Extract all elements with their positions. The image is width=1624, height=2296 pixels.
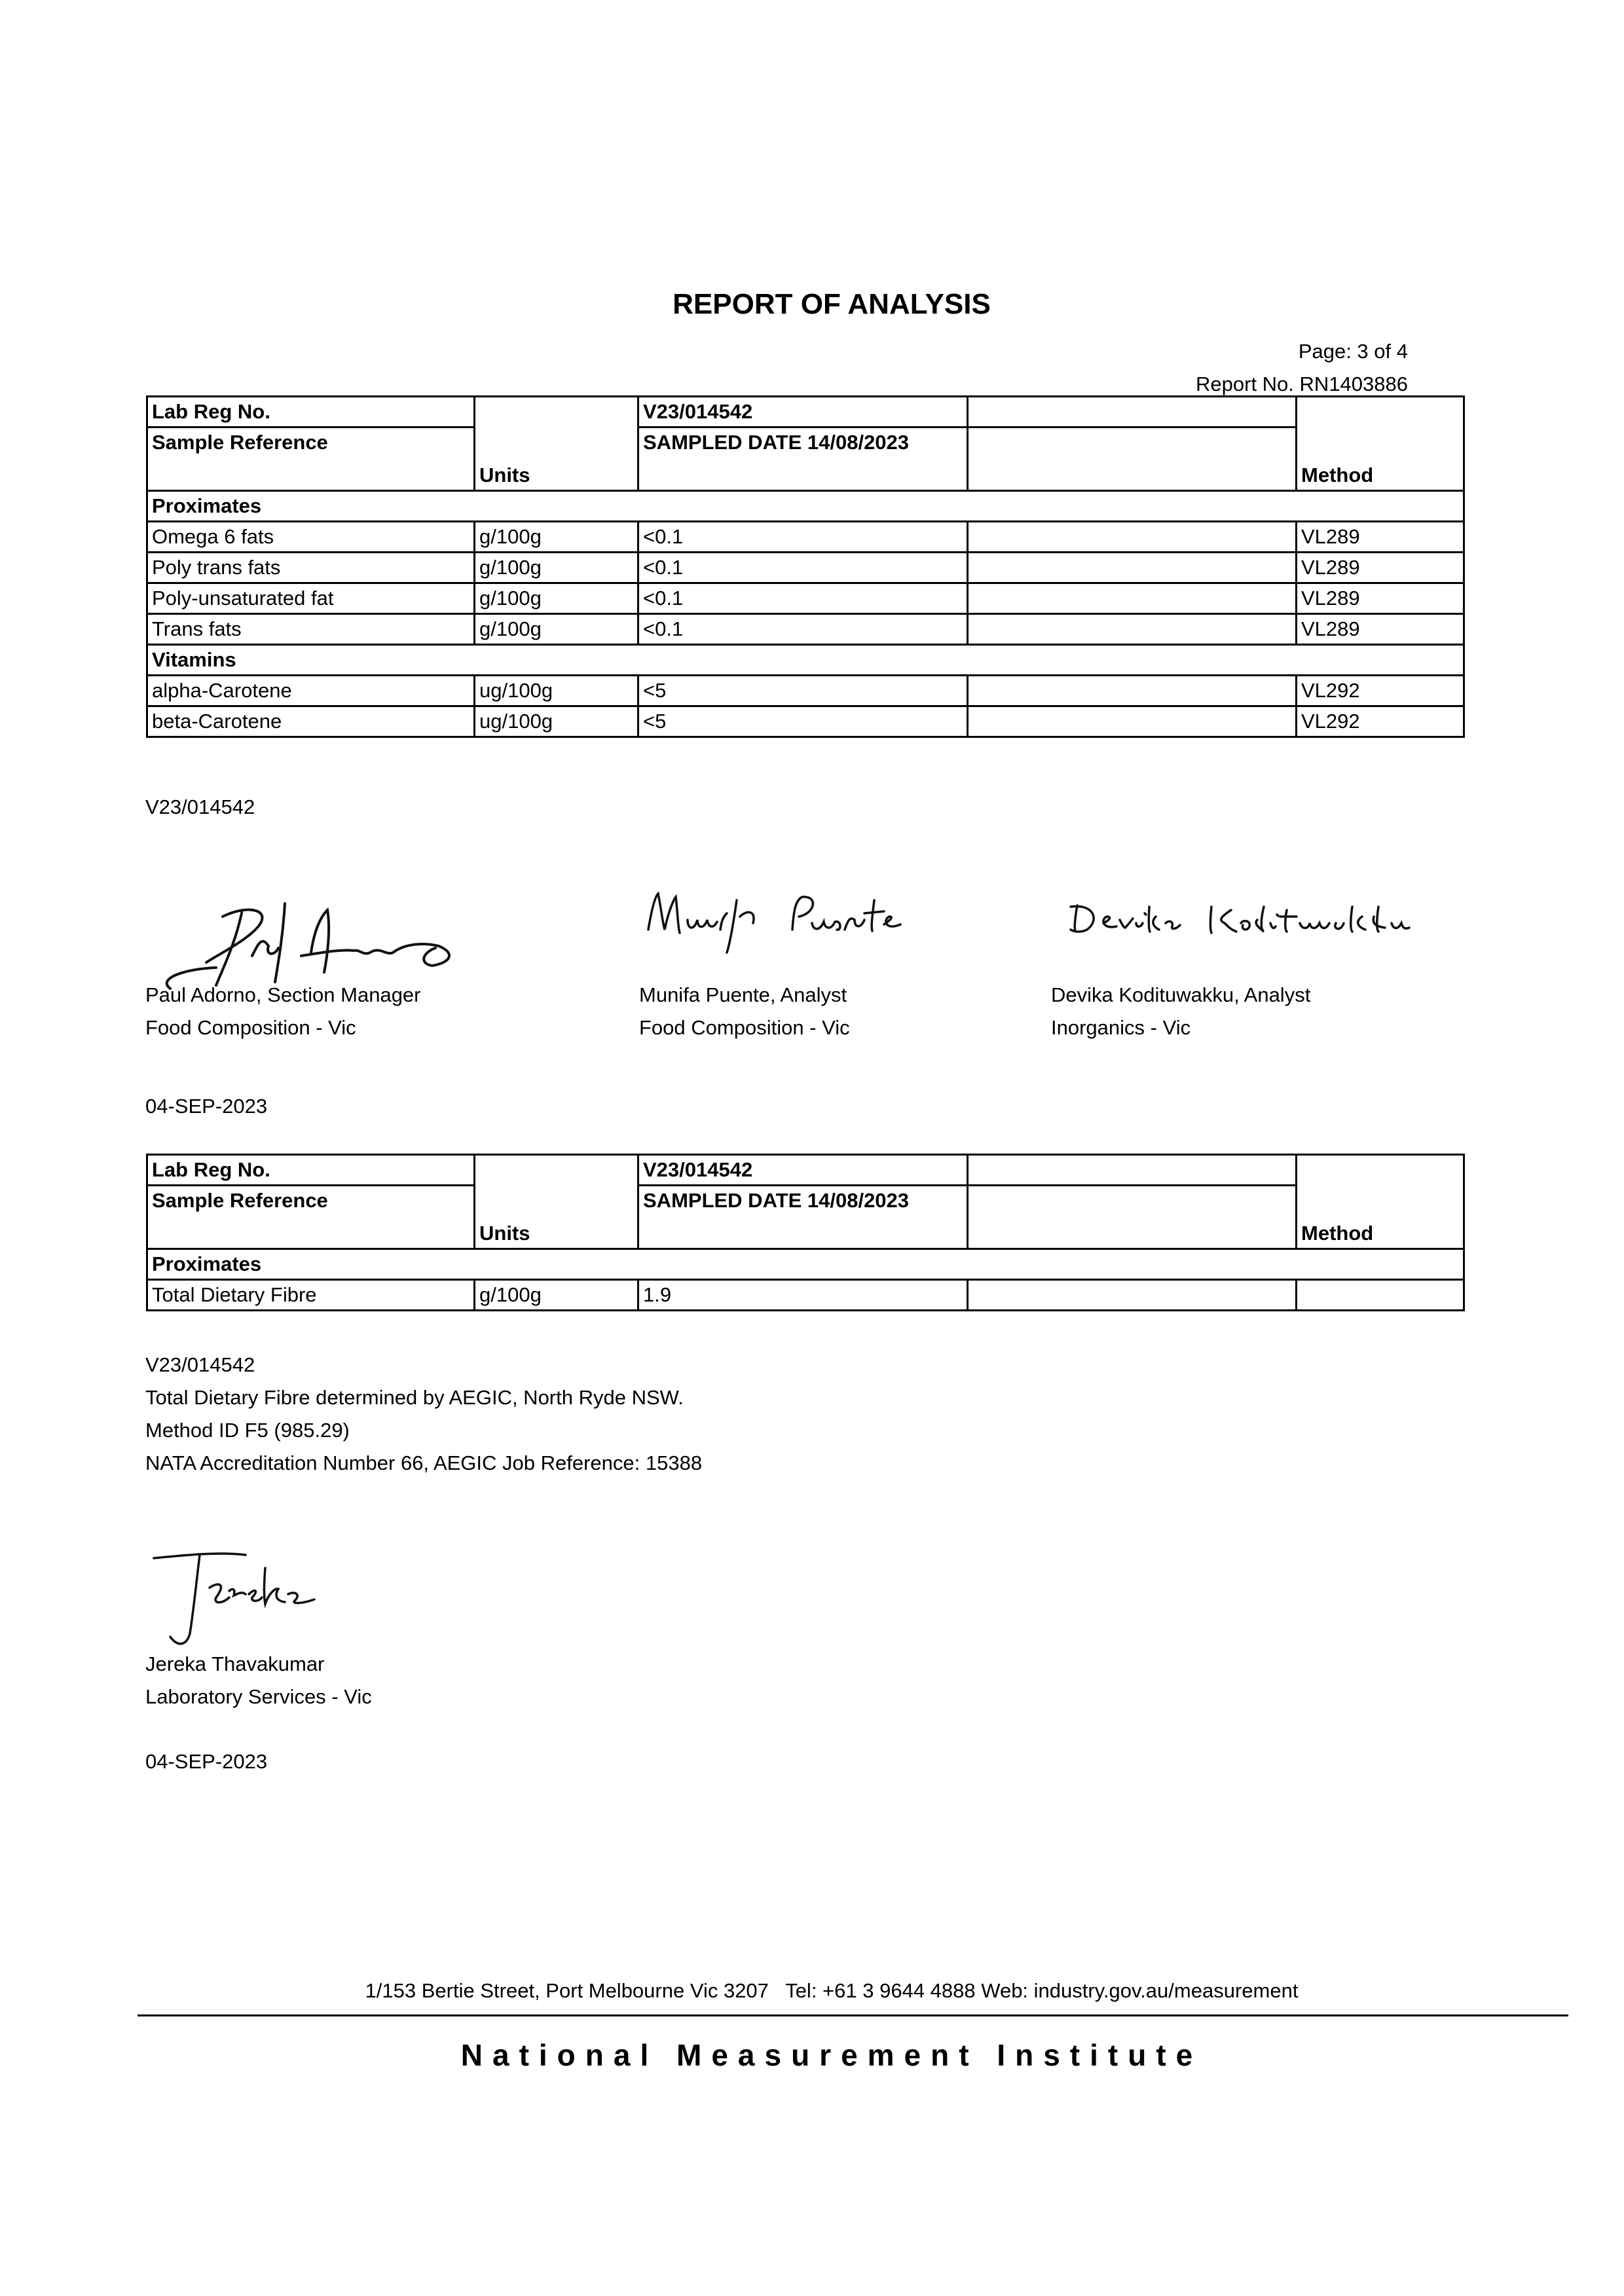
sample-reference-label: Sample Reference <box>147 1186 475 1249</box>
empty-cell <box>968 428 1297 491</box>
signatory-devika-kodituwakku <box>1051 979 1310 1044</box>
section-label: Vitamins <box>147 645 1464 676</box>
units-header: Units <box>475 1155 638 1249</box>
method-cell: VL289 <box>1297 553 1464 583</box>
signatory-department: Inorganics - Vic <box>1051 1016 1191 1039</box>
units-header: Units <box>475 397 638 491</box>
signatory-munifa-puente <box>639 979 850 1044</box>
section-label: Proximates <box>147 1249 1464 1280</box>
empty-cell <box>968 1186 1297 1249</box>
section-row <box>147 645 1464 676</box>
section-row <box>147 1249 1464 1280</box>
method-header: Method <box>1297 397 1464 491</box>
signatory-name: Paul Adorno, Section Manager <box>145 983 421 1006</box>
value-cell: <0.1 <box>638 553 968 583</box>
value-cell: <5 <box>638 706 968 737</box>
signatory-name: Munifa Puente, Analyst <box>639 983 847 1006</box>
analyte-cell: alpha-Carotene <box>147 676 475 706</box>
lab-reg-value: V23/014542 <box>638 397 968 428</box>
note-line: Total Dietary Fibre determined by AEGIC, North Ryde NSW. <box>145 1386 684 1409</box>
units-cell: ug/100g <box>475 676 638 706</box>
value-cell: <5 <box>638 676 968 706</box>
table-row <box>147 522 1464 553</box>
method-cell: VL292 <box>1297 706 1464 737</box>
empty-cell <box>968 583 1297 614</box>
analyte-cell: Total Dietary Fibre <box>147 1280 475 1311</box>
signature-munifa-puente <box>642 884 923 956</box>
table-row <box>147 676 1464 706</box>
units-cell: ug/100g <box>475 706 638 737</box>
value-cell: <0.1 <box>638 522 968 553</box>
value-cell: <0.1 <box>638 583 968 614</box>
signatory-department: Food Composition - Vic <box>639 1016 850 1039</box>
units-cell: g/100g <box>475 553 638 583</box>
method-cell: VL289 <box>1297 522 1464 553</box>
sample-reference-label: Sample Reference <box>147 428 475 491</box>
note-line: Method ID F5 (985.29) <box>145 1419 350 1442</box>
report-date: 04-SEP-2023 <box>145 1095 268 1118</box>
units-cell: g/100g <box>475 522 638 553</box>
table-row <box>147 553 1464 583</box>
analyte-cell: Poly-unsaturated fat <box>147 583 475 614</box>
section-label: Proximates <box>147 491 1464 522</box>
signature-devika-kodituwakku <box>1061 894 1414 953</box>
empty-cell <box>968 1280 1297 1311</box>
table-row <box>147 614 1464 645</box>
report-date: 04-SEP-2023 <box>145 1750 268 1773</box>
footer-institute-name: National Measurement Institute <box>460 2038 1203 2072</box>
empty-cell <box>968 614 1297 645</box>
fibre-notes <box>145 1349 702 1480</box>
units-cell: g/100g <box>475 1280 638 1311</box>
units-cell: g/100g <box>475 583 638 614</box>
method-header: Method <box>1297 1155 1464 1249</box>
analyte-cell: Omega 6 fats <box>147 522 475 553</box>
empty-cell <box>968 553 1297 583</box>
empty-cell <box>968 676 1297 706</box>
method-cell <box>1297 1280 1464 1311</box>
page-info <box>1196 335 1408 401</box>
results-table-2 <box>146 1154 1465 1311</box>
signature-jereka <box>147 1542 331 1653</box>
analyte-cell: Trans fats <box>147 614 475 645</box>
method-cell: VL289 <box>1297 614 1464 645</box>
results-table-1 <box>146 395 1465 738</box>
empty-cell <box>968 397 1297 428</box>
analyte-cell: beta-Carotene <box>147 706 475 737</box>
footer-address: 1/153 Bertie Street, Port Melbourne Vic 3207 Tel: +61 3 9644 4888 Web: industry.gov.au/measurement <box>365 1979 1299 2002</box>
signatory-department: Food Composition - Vic <box>145 1016 356 1039</box>
sample-reference-value: SAMPLED DATE 14/08/2023 <box>638 428 968 491</box>
sample-note: V23/014542 <box>145 795 255 818</box>
lab-reg-value: V23/014542 <box>638 1155 968 1186</box>
empty-cell <box>968 1155 1297 1186</box>
report-number: Report No. RN1403886 <box>1196 373 1408 395</box>
report-title: REPORT OF ANALYSIS <box>673 288 991 320</box>
note-line: NATA Accreditation Number 66, AEGIC Job Reference: 15388 <box>145 1451 703 1474</box>
signatory-name: Devika Kodituwakku, Analyst <box>1051 983 1311 1006</box>
analyte-cell: Poly trans fats <box>147 553 475 583</box>
empty-cell <box>968 706 1297 737</box>
section-row <box>147 491 1464 522</box>
signatory-paul-adorno <box>145 979 421 1044</box>
method-cell: VL289 <box>1297 583 1464 614</box>
table-row <box>147 706 1464 737</box>
lab-reg-label: Lab Reg No. <box>147 397 475 428</box>
method-cell: VL292 <box>1297 676 1464 706</box>
footer-divider <box>138 2014 1568 2016</box>
value-cell: 1.9 <box>638 1280 968 1311</box>
sample-reference-value: SAMPLED DATE 14/08/2023 <box>638 1186 968 1249</box>
table-row <box>147 1280 1464 1311</box>
signatory-department: Laboratory Services - Vic <box>145 1685 372 1708</box>
value-cell: <0.1 <box>638 614 968 645</box>
empty-cell <box>968 522 1297 553</box>
page-number: Page: 3 of 4 <box>1298 340 1408 363</box>
signatory-name: Jereka Thavakumar <box>145 1652 325 1675</box>
note-line: V23/014542 <box>145 1353 255 1376</box>
table-row <box>147 583 1464 614</box>
lab-reg-label: Lab Reg No. <box>147 1155 475 1186</box>
units-cell: g/100g <box>475 614 638 645</box>
signatory-jereka-thavakumar <box>145 1648 372 1713</box>
